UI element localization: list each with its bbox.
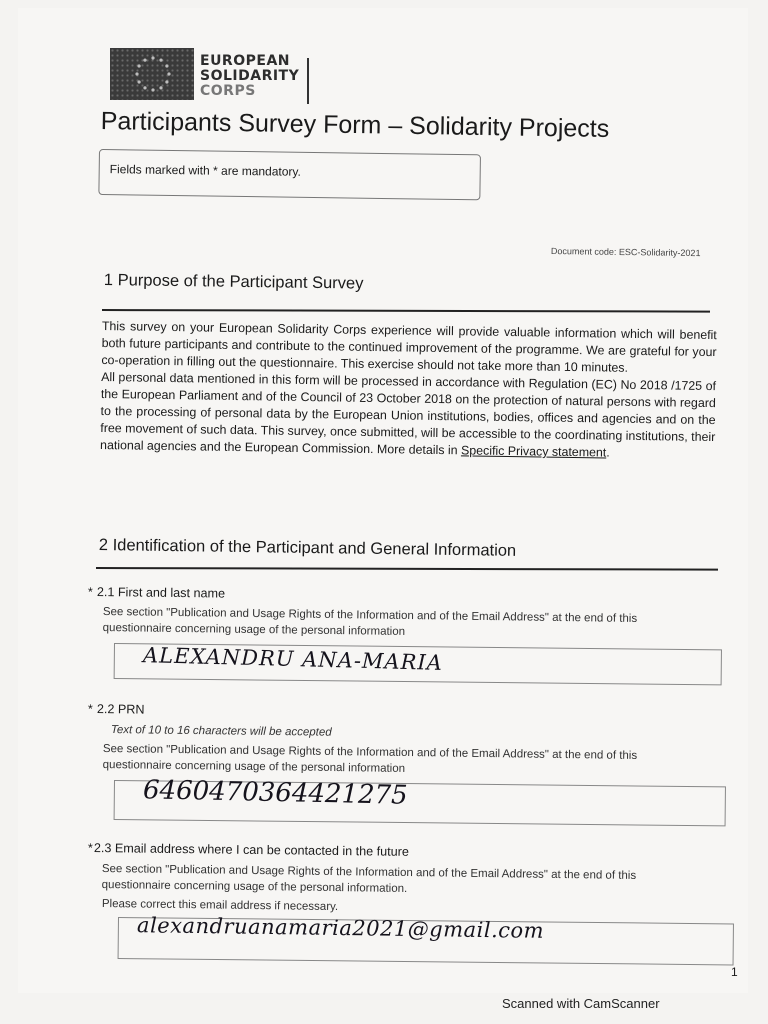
logo-line-1: EUROPEAN [200,53,290,69]
page-number: 1 [731,965,738,979]
question-2-3-correction-note: Please correct this email address if necessary. [101,897,339,914]
logo-line-2: SOLIDARITY [200,68,300,84]
mandatory-fields-notice [98,149,481,200]
purpose-paragraph-2-text: All personal data mentioned in this form will be processed in accordance with Regulation (EC) No 2018 /1725 of the European Parliament and of the Council of 23 October 2018 on the protection of natural persons with regard to the processing of personal data by the European Union institutions, bodies, offices and agencies and on the free movement of such data. This survey, once submitted, will be accessible to the coordinating institutions, their national agencies and the European Commission. More details in [100,369,717,458]
required-marker: * [87,585,93,600]
purpose-paragraph-1: This survey on your European Solidarity Corps experience will provide valuable information which will benefit both future participants and contribute to the continued improvement of the programme. We are grateful for your co-operation in filling out the questionnaire. This exercise should not take more than 10 minutes. [101,318,717,375]
question-2-2-hint: Text of 10 to 16 characters will be accepted [110,724,332,739]
logo-line-3: CORPS [200,83,256,99]
section-1-heading: 1 Purpose of the Participant Survey [103,271,364,293]
privacy-statement-link[interactable]: Specific Privacy statement [460,443,607,460]
question-2-1-note: See section "Publication and Usage Rights of the Information and of the Email Address" at the end of this questionnaire concerning usage of the personal information [102,605,638,638]
programme-logo-text [200,54,299,99]
email-field-value: alexandruanamaria2021@gmail.com [136,913,545,943]
section-2-heading: 2 Identification of the Participant and General Information [98,536,517,560]
page-title: Participants Survey Form – Solidarity Projects [100,107,610,143]
required-marker: * [87,702,93,717]
name-field-value: ALEXANDRU ANA-MARIA [142,643,444,675]
logo-divider [307,58,309,104]
question-2-3-label: 2.3 Email address where I can be contacted in the future [93,841,410,859]
prn-field-value: 6460470364421275 [142,775,408,811]
question-2-3-note: See section "Publication and Usage Rights of the Information and of the Email Address" at the end of this questionnaire concerning usage of the personal information. [101,862,637,895]
eu-stars-icon [131,52,175,96]
document-code: Document code: ESC-Solidarity-2021 [550,246,701,259]
question-2-1-label: 2.1 First and last name [96,585,226,601]
required-marker: * [87,841,93,856]
scanner-watermark: Scanned with CamScanner [502,996,660,1011]
purpose-paragraph-2 [100,369,716,463]
question-2-2-note: See section "Publication and Usage Rights of the Information and of the Email Address" at the end of this questionnaire concerning usage of the personal information [102,742,638,775]
mandatory-notice-text: Fields marked with * are mandatory. [109,162,301,179]
question-2-2-label: 2.2 PRN [96,702,145,717]
purpose-paragraph-2-period: . [606,445,610,460]
purpose-text [100,318,717,463]
